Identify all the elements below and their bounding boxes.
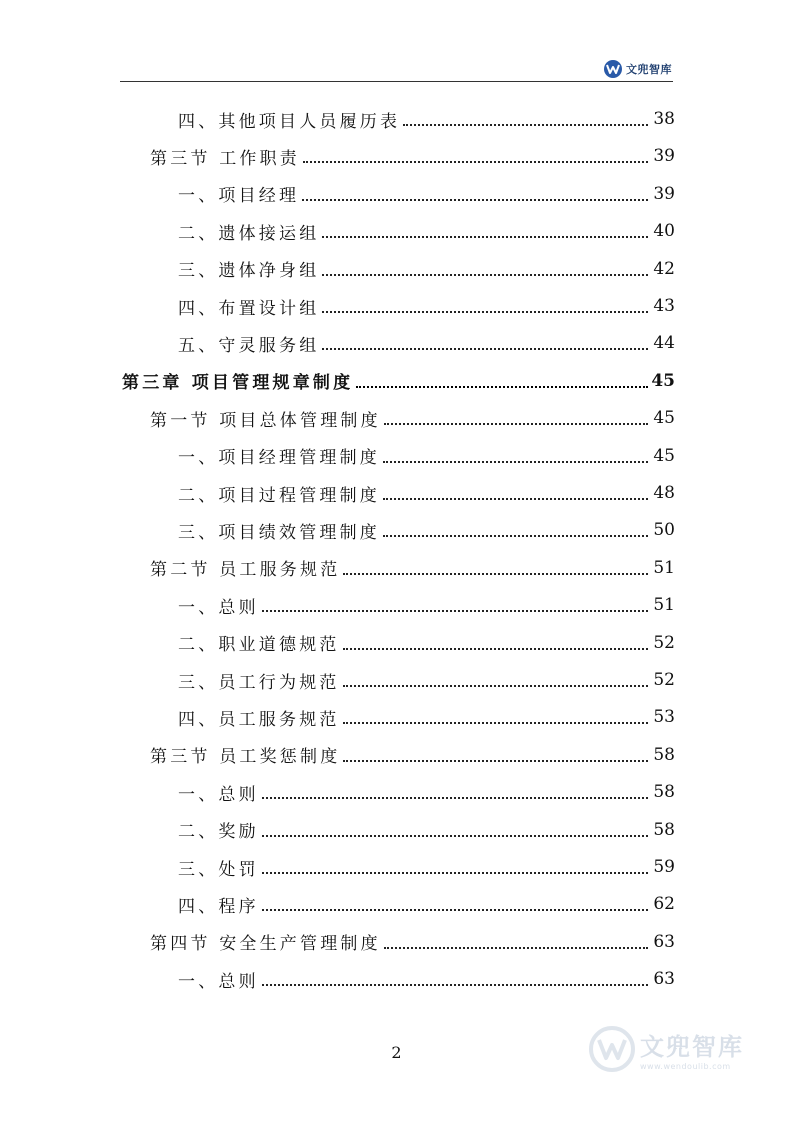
toc-entry[interactable]: [178, 592, 675, 618]
toc-entry-title: 三、处罚: [178, 859, 259, 880]
toc-entry[interactable]: [178, 181, 675, 207]
toc-entry-page: 48: [653, 483, 675, 503]
logo-text: 文兜智库: [626, 63, 672, 76]
toc-entry-title: 一、项目经理: [178, 186, 300, 207]
toc-entry-title: 五、守灵服务组: [178, 335, 320, 356]
toc-entry-title: 第三节 工作职责: [150, 148, 301, 169]
toc-entry[interactable]: [178, 293, 675, 319]
toc-entry[interactable]: [178, 667, 675, 693]
toc-entry-page: 51: [653, 595, 675, 616]
toc-entry-title: 四、布置设计组: [178, 298, 320, 319]
toc-entry[interactable]: [178, 779, 675, 805]
toc-leader-dots: [262, 610, 648, 612]
toc-entry-page: 42: [653, 258, 675, 279]
toc-entry[interactable]: [122, 368, 675, 394]
toc-entry[interactable]: [178, 517, 675, 543]
page-number: 2: [391, 1043, 402, 1062]
toc-entry[interactable]: [178, 891, 675, 917]
toc-entry[interactable]: [178, 256, 675, 282]
toc-entry-page: 43: [653, 296, 675, 316]
toc-entry-page: 59: [653, 857, 675, 877]
toc-entry[interactable]: [178, 704, 675, 730]
toc-leader-dots: [343, 760, 648, 762]
toc-entry-page: 62: [653, 894, 675, 915]
toc-entry-title: 一、项目经理管理制度: [178, 448, 380, 469]
toc-leader-dots: [383, 498, 648, 500]
toc-leader-dots: [302, 199, 648, 201]
toc-entry[interactable]: [178, 330, 675, 356]
toc-leader-dots: [322, 311, 648, 313]
toc-leader-dots: [262, 797, 648, 799]
toc-entry-page: 53: [653, 707, 675, 728]
toc-entry-page: 45: [653, 408, 675, 429]
toc-entry-title: 三、项目绩效管理制度: [178, 522, 380, 543]
toc-entry-page: 45: [653, 445, 675, 466]
toc-leader-dots: [384, 947, 648, 949]
toc-entry-page: 63: [653, 931, 675, 952]
toc-leader-dots: [343, 648, 648, 650]
toc-entry-title: 一、总则: [178, 784, 259, 805]
toc-entry-page: 58: [653, 782, 675, 803]
toc-entry-title: 一、总则: [178, 971, 259, 992]
toc-entry-title: 第一节 项目总体管理制度: [150, 410, 381, 431]
toc-leader-dots: [262, 984, 648, 986]
toc-entry[interactable]: [178, 480, 675, 506]
toc-leader-dots: [403, 124, 648, 126]
toc-entry-title: 三、遗体净身组: [178, 261, 320, 282]
toc-entry[interactable]: [150, 555, 675, 581]
toc-leader-dots: [303, 161, 648, 163]
toc-entry[interactable]: [178, 966, 675, 992]
toc-entry[interactable]: [178, 630, 675, 656]
toc-entry-title: 四、其他项目人员履历表: [178, 111, 401, 132]
watermark-title: 文兜智库: [640, 1033, 744, 1061]
toc-entry[interactable]: [150, 742, 675, 768]
toc-entry-title: 二、职业道德规范: [178, 635, 340, 656]
toc-entry[interactable]: [150, 929, 675, 955]
toc-entry-page: 63: [653, 969, 675, 990]
toc-entry-page: 40: [653, 221, 675, 242]
toc-entry-title: 二、奖励: [178, 822, 259, 843]
toc-leader-dots: [322, 348, 648, 350]
toc-entry-title: 四、程序: [178, 896, 259, 917]
toc-entry-page: 44: [653, 333, 675, 354]
toc-leader-dots: [384, 423, 648, 425]
toc-entry-title: 第三章 项目管理规章制度: [122, 373, 354, 394]
toc-leader-dots: [343, 685, 648, 687]
toc-entry-title: 第三节 员工奖惩制度: [150, 747, 341, 768]
toc-entry-page: 58: [653, 819, 675, 840]
toc-leader-dots: [343, 573, 648, 575]
toc-entry-title: 第二节 员工服务规范: [150, 560, 341, 581]
toc-entry-page: 52: [653, 632, 675, 653]
toc-entry-title: 四、员工服务规范: [178, 709, 340, 730]
toc-entry[interactable]: [150, 405, 675, 431]
toc-entry[interactable]: [178, 854, 675, 880]
toc-leader-dots: [262, 909, 648, 911]
header-rule: [120, 81, 673, 82]
toc-entry-page: 51: [653, 557, 675, 578]
toc-leader-dots: [322, 274, 648, 276]
toc-entry-page: 38: [653, 109, 675, 129]
toc-entry-page: 45: [651, 370, 675, 391]
toc-entry-title: 二、遗体接运组: [178, 223, 320, 244]
toc-leader-dots: [262, 835, 648, 837]
watermark-url: www.wendoulib.com: [640, 1062, 731, 1071]
wendou-logo-icon: [603, 59, 623, 79]
toc-entry-page: 50: [653, 520, 675, 541]
toc-leader-dots: [356, 386, 648, 388]
toc-entry-title: 二、项目过程管理制度: [178, 485, 380, 506]
watermark-logo-icon: [588, 1025, 636, 1073]
toc-entry-page: 58: [653, 744, 675, 765]
toc-entry-page: 52: [653, 670, 675, 690]
toc-entry-page: 39: [653, 183, 675, 204]
toc-leader-dots: [262, 872, 648, 874]
toc-entry-title: 一、总则: [178, 597, 259, 618]
toc-entry[interactable]: [178, 443, 675, 469]
toc-entry[interactable]: [178, 817, 675, 843]
toc-leader-dots: [343, 722, 648, 724]
toc-leader-dots: [383, 461, 648, 463]
toc-entry-title: 第四节 安全生产管理制度: [150, 934, 381, 955]
watermark: [588, 1025, 744, 1073]
toc-leader-dots: [383, 535, 648, 537]
toc-entry-page: 39: [653, 146, 675, 167]
toc-entry[interactable]: [178, 106, 675, 132]
toc-entry-title: 三、员工行为规范: [178, 672, 340, 693]
toc-entry[interactable]: [150, 143, 675, 169]
toc-entry[interactable]: [178, 218, 675, 244]
toc-leader-dots: [322, 236, 648, 238]
header-logo: [603, 58, 672, 80]
